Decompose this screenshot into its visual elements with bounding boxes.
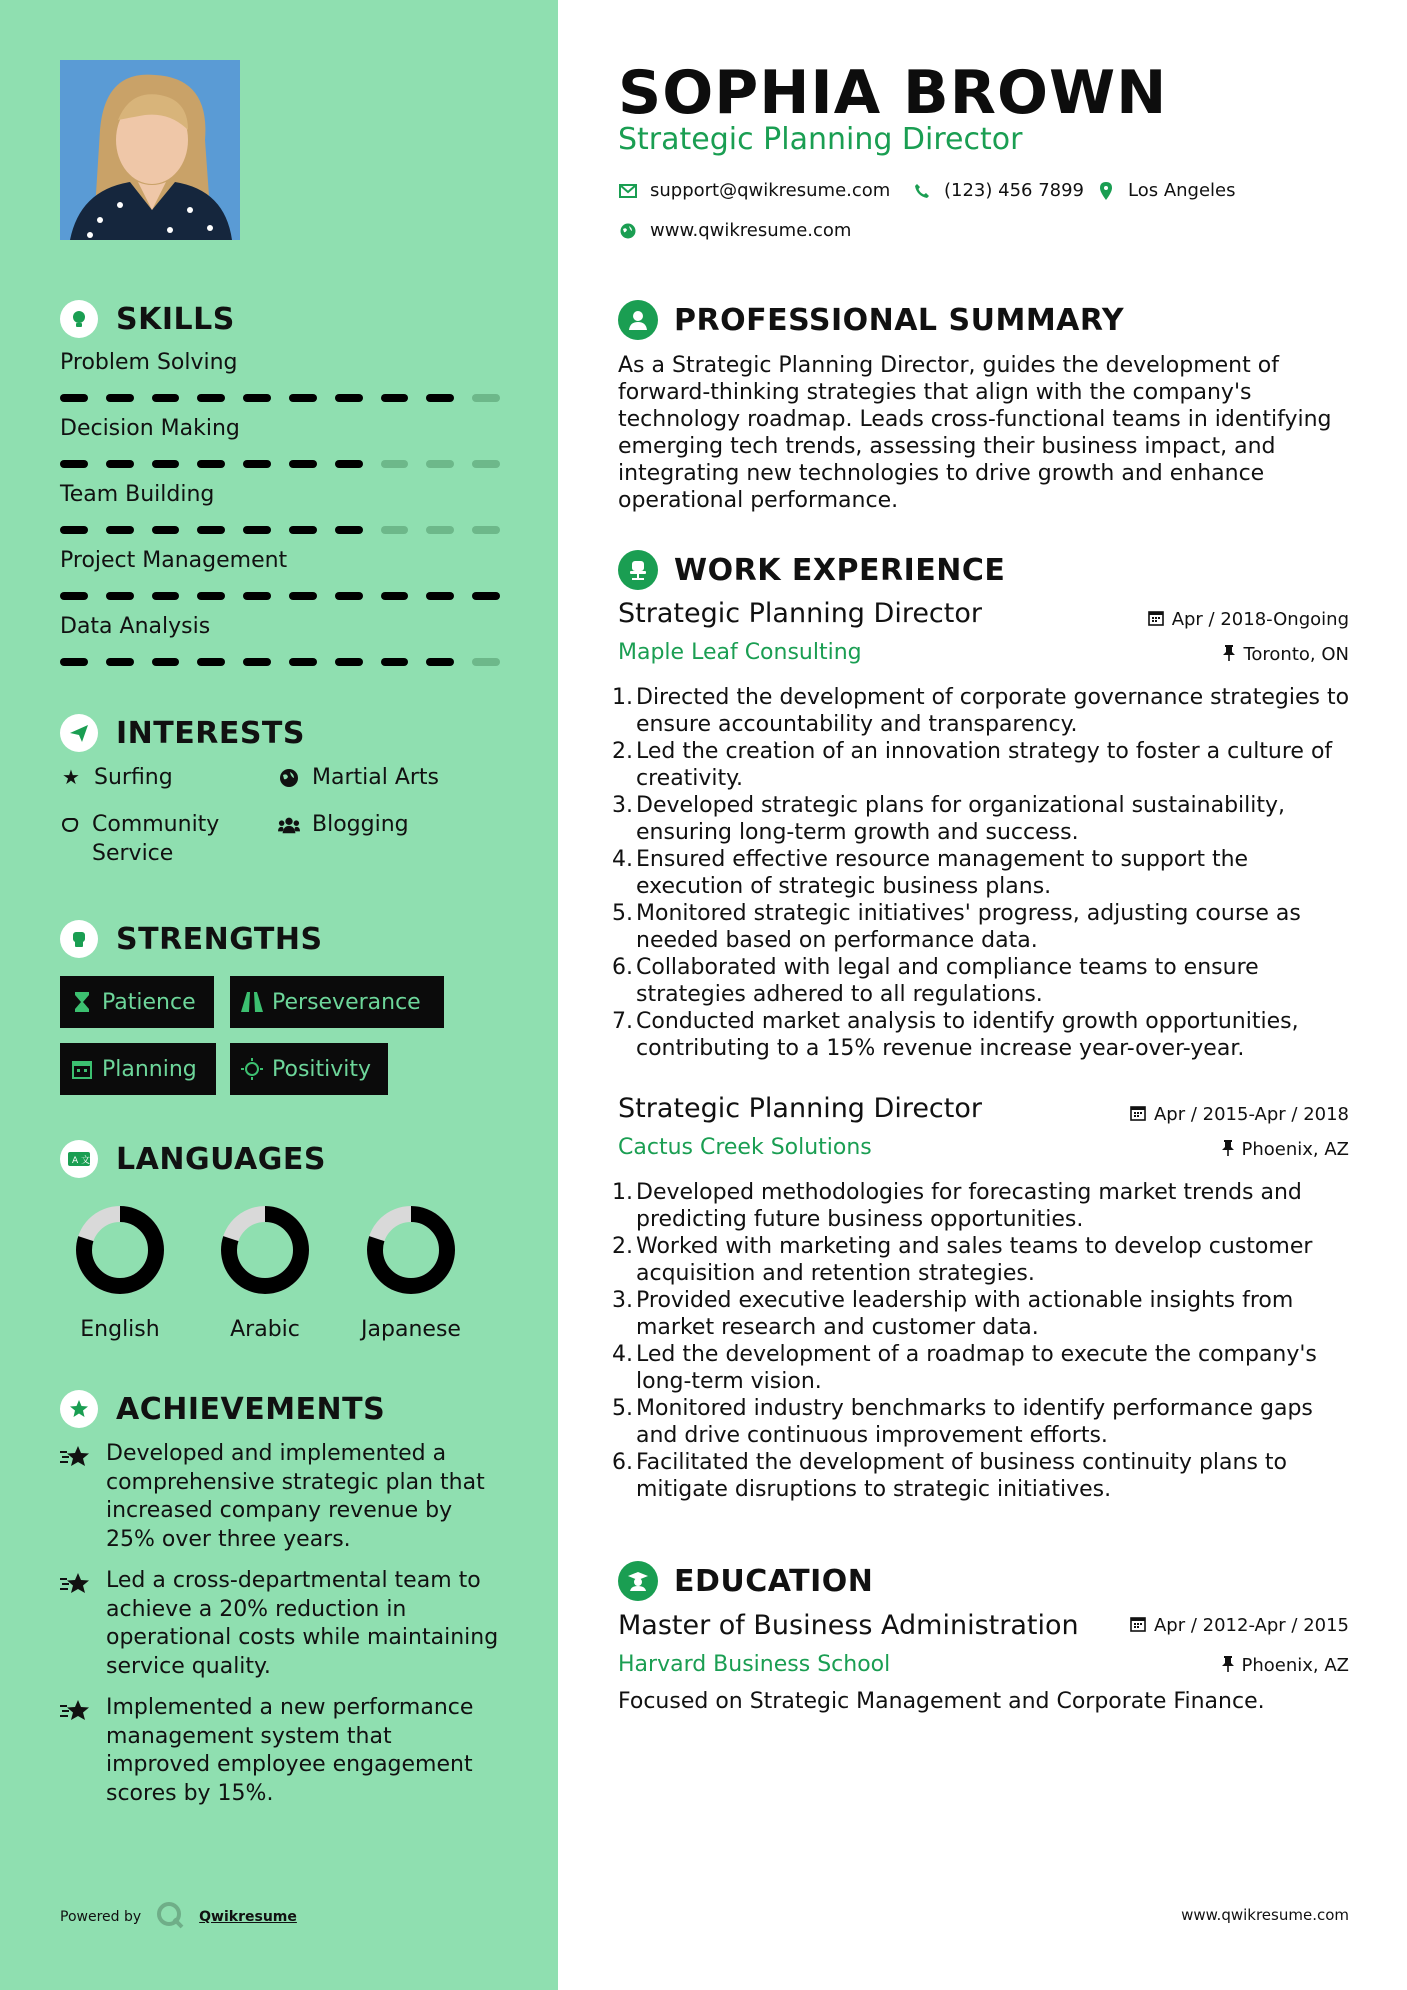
qwikresume-logo-icon: [155, 1900, 185, 1934]
skill-level-dash: [472, 592, 500, 600]
skill-level-dash: [426, 526, 454, 534]
skill-level-dash: [106, 460, 134, 468]
job-dates-text: Apr / 2015-Apr / 2018: [1153, 1104, 1349, 1125]
skill-level-dash: [472, 460, 500, 468]
job-location-text: Toronto, ON: [1243, 644, 1349, 665]
language-level-ring: [220, 1205, 310, 1295]
pushpin-icon: [1223, 645, 1235, 665]
skill-level-dash: [106, 394, 134, 402]
skill-level-dash: [60, 460, 88, 468]
achievement-text: Led a cross-departmental team to achieve a 20% reduction in operational costs while maintaining service quality.: [106, 1568, 499, 1679]
job-company: Cactus Creek Solutions: [618, 1135, 872, 1160]
calendar-icon: [70, 1057, 94, 1081]
globe-icon: [618, 221, 638, 241]
skill-level-bar: [60, 526, 500, 534]
skills-title: SKILLS: [116, 301, 235, 337]
job-duty: Monitored industry benchmarks to identify performance gaps and drive continuous improvement efforts.: [636, 1396, 1313, 1448]
skill-item: [60, 350, 500, 402]
job-dates-text: Apr / 2018-Ongoing: [1171, 609, 1349, 630]
interest-label: Surfing: [94, 765, 173, 790]
skill-level-dash: [106, 592, 134, 600]
language-level-ring: [75, 1205, 165, 1295]
job-dates: [1148, 609, 1349, 630]
skill-level-dash: [472, 526, 500, 534]
interest-label: Community Service: [92, 812, 220, 866]
job-location: [1223, 644, 1349, 665]
skill-level-dash: [152, 526, 180, 534]
job-duty: Collaborated with legal and compliance teams to ensure strategies adhered to all regulations.: [636, 955, 1259, 1007]
achievement-item: [60, 1567, 500, 1681]
phone-icon: [912, 181, 932, 201]
contact-phone[interactable]: [912, 180, 1084, 201]
paper-plane-icon: [60, 714, 98, 752]
interest-item: [60, 763, 173, 792]
graduate-icon: [618, 1561, 658, 1601]
skill-level-dash: [243, 658, 271, 666]
contact-email[interactable]: [618, 180, 890, 201]
skill-level-bar: [60, 460, 500, 468]
education-dates-text: Apr / 2012-Apr / 2015: [1153, 1615, 1349, 1636]
calendar-icon: [1130, 1616, 1146, 1636]
globe-icon: [278, 763, 300, 792]
brand-link[interactable]: Qwikresume: [199, 1909, 297, 1925]
language-icon: [60, 1140, 98, 1178]
skill-item: [60, 416, 500, 468]
skill-level-dash: [243, 394, 271, 402]
interest-label: Martial Arts: [312, 765, 440, 790]
users-icon: [278, 810, 300, 839]
candidate-name: SOPHIA BROWN: [618, 58, 1168, 128]
strength-label: Planning: [102, 1056, 197, 1082]
language-name: Japanese: [361, 1317, 461, 1342]
skill-level-dash: [472, 394, 500, 402]
skill-level-dash: [243, 526, 271, 534]
interest-item: [278, 810, 409, 839]
star-bullet-icon: [60, 1694, 92, 1808]
strength-badge: [60, 976, 214, 1028]
interests-title: INTERESTS: [116, 715, 305, 751]
road-icon: [240, 990, 264, 1014]
sidebar: [0, 0, 558, 1990]
skill-level-dash: [243, 460, 271, 468]
education-location: [1222, 1655, 1350, 1676]
skill-level-dash: [289, 658, 317, 666]
interests-heading: [60, 714, 305, 752]
achievements-heading: [60, 1390, 385, 1428]
lightbulb-icon: [60, 300, 98, 338]
skill-level-dash: [152, 658, 180, 666]
job-duty: Worked with marketing and sales teams to develop customer acquisition and retention strategies.: [636, 1234, 1313, 1286]
achievement-item: [60, 1694, 500, 1808]
education-heading: [618, 1561, 873, 1601]
star-bullet-icon: [60, 1567, 92, 1681]
language-level-ring: [366, 1205, 456, 1295]
footer-website[interactable]: www.qwikresume.com: [1181, 1906, 1349, 1924]
job-duty: Ensured effective resource management to support the execution of strategic business plans.: [636, 847, 1249, 899]
svg-text:A 文: A 文: [72, 1156, 91, 1166]
skill-level-dash: [152, 394, 180, 402]
office-chair-icon: [618, 550, 658, 590]
skill-level-dash: [335, 460, 363, 468]
language-item: [55, 1205, 185, 1342]
map-pin-icon: [1096, 181, 1116, 201]
strength-label: Positivity: [272, 1056, 372, 1082]
email-text: support@qwikresume.com: [650, 180, 891, 201]
skill-level-dash: [426, 460, 454, 468]
job-duty: Conducted market analysis to identify growth opportunities, contributing to a 15% revenue increase year-over-year.: [636, 1009, 1299, 1061]
award-star-icon: [60, 1390, 98, 1428]
education-degree: Master of Business Administration: [618, 1610, 1079, 1641]
strength-badge: [230, 1043, 388, 1095]
strength-badge: [230, 976, 444, 1028]
hand-icon: [60, 810, 80, 839]
job-dates: [1130, 1104, 1349, 1125]
language-item: [200, 1205, 330, 1342]
job-company: Maple Leaf Consulting: [618, 640, 862, 665]
location-text: Los Angeles: [1128, 180, 1236, 201]
skill-level-dash: [197, 592, 225, 600]
skill-level-dash: [335, 526, 363, 534]
pushpin-icon: [1222, 1140, 1234, 1160]
skill-level-bar: [60, 394, 500, 402]
job-duties-list: [612, 1179, 1352, 1503]
skill-level-dash: [197, 526, 225, 534]
languages-heading: [60, 1140, 326, 1178]
skill-level-dash: [381, 526, 409, 534]
candidate-title: Strategic Planning Director: [618, 122, 1023, 157]
skill-level-dash: [381, 658, 409, 666]
contact-location: [1096, 180, 1236, 201]
achievements-title: ACHIEVEMENTS: [116, 1391, 386, 1427]
achievement-text: Developed and implemented a comprehensive strategic plan that increased company revenue by 25% over three years.: [106, 1441, 485, 1552]
languages-title: LANGUAGES: [116, 1141, 326, 1177]
skill-name: Problem Solving: [60, 350, 238, 375]
skill-level-dash: [472, 658, 500, 666]
skill-level-dash: [197, 460, 225, 468]
star-bullet-icon: [60, 1440, 92, 1554]
skill-level-dash: [243, 592, 271, 600]
skill-level-dash: [426, 592, 454, 600]
skill-level-dash: [60, 526, 88, 534]
interest-item: [278, 763, 439, 792]
skill-level-dash: [106, 658, 134, 666]
summary-text: As a Strategic Planning Director, guides the development of forward-thinking strategies that align with the company's technology roadmap. Leads cross-functional teams in identifying emerging tech trends, assessing their business impact, and integrating new technologies to drive growth and enhance operational performance.: [618, 353, 1332, 513]
skill-level-dash: [381, 394, 409, 402]
skill-level-dash: [335, 658, 363, 666]
strength-badge: [60, 1043, 216, 1095]
job-duty: Monitored strategic initiatives' progress, adjusting course as needed based on performance data.: [636, 901, 1301, 953]
job-duties-list: [612, 684, 1352, 1062]
skill-level-dash: [60, 592, 88, 600]
job-duty: Led the creation of an innovation strategy to foster a culture of creativity.: [636, 739, 1333, 791]
phone-text: (123) 456 7899: [944, 180, 1085, 201]
skill-level-dash: [60, 658, 88, 666]
skills-heading: [60, 300, 235, 338]
job-duty: Provided executive leadership with actionable insights from market research and customer data.: [636, 1288, 1294, 1340]
interest-label: Blogging: [312, 812, 409, 837]
pushpin-icon: [1222, 1656, 1234, 1676]
education-dates: [1130, 1615, 1349, 1636]
contact-website[interactable]: [618, 220, 851, 241]
job-location: [1222, 1139, 1350, 1160]
achievement-item: [60, 1440, 500, 1554]
skill-level-dash: [426, 658, 454, 666]
language-name: English: [80, 1317, 160, 1342]
skill-level-bar: [60, 592, 500, 600]
summary-title: PROFESSIONAL SUMMARY: [674, 302, 1125, 338]
calendar-icon: [1130, 1105, 1146, 1125]
skill-item: [60, 548, 500, 600]
education-location-text: Phoenix, AZ: [1241, 1655, 1349, 1676]
skill-level-dash: [289, 526, 317, 534]
skill-level-dash: [197, 394, 225, 402]
skill-level-dash: [335, 592, 363, 600]
skill-level-dash: [152, 592, 180, 600]
achievement-text: Implemented a new performance management system that improved employee engagement scores by 15%.: [106, 1695, 474, 1806]
job-duty: Developed strategic plans for organizational sustainability, ensuring long-term growth and success.: [636, 793, 1286, 845]
job-role: Strategic Planning Director: [618, 1093, 982, 1124]
profile-photo: [60, 60, 240, 240]
skill-level-dash: [335, 394, 363, 402]
strengths-heading: [60, 920, 323, 958]
fist-icon: [60, 920, 98, 958]
education-description: Focused on Strategic Management and Corporate Finance.: [618, 1689, 1265, 1714]
education-title: EDUCATION: [674, 1563, 874, 1599]
experience-heading: [618, 550, 1005, 590]
sun-icon: [240, 1057, 264, 1081]
job-duty: Developed methodologies for forecasting market trends and predicting future business opportunities.: [636, 1180, 1302, 1232]
skill-name: Decision Making: [60, 416, 240, 441]
skill-level-dash: [106, 526, 134, 534]
strengths-title: STRENGTHS: [116, 921, 323, 957]
skill-level-dash: [381, 592, 409, 600]
user-icon: [618, 300, 658, 340]
experience-title: WORK EXPERIENCE: [674, 552, 1006, 588]
skill-item: [60, 482, 500, 534]
skill-level-dash: [152, 460, 180, 468]
envelope-icon: [618, 181, 638, 201]
skill-name: Project Management: [60, 548, 288, 573]
job-duty: Led the development of a roadmap to execute the company's long-term vision.: [636, 1342, 1317, 1394]
language-name: Arabic: [230, 1317, 300, 1342]
summary-heading: [618, 300, 1124, 340]
strength-label: Patience: [102, 989, 196, 1015]
skill-level-dash: [197, 658, 225, 666]
skill-name: Team Building: [60, 482, 215, 507]
skill-level-dash: [289, 394, 317, 402]
website-text: www.qwikresume.com: [650, 220, 852, 241]
job-duty: Facilitated the development of business continuity plans to mitigate disruptions to strategic initiatives.: [636, 1450, 1287, 1502]
job-location-text: Phoenix, AZ: [1241, 1139, 1349, 1160]
job-duty: Directed the development of corporate governance strategies to ensure accountability and transparency.: [636, 685, 1350, 737]
skill-level-dash: [289, 460, 317, 468]
language-item: [346, 1205, 476, 1342]
star-icon: ★: [62, 765, 80, 789]
powered-by-label: Powered by: [60, 1909, 142, 1925]
skill-level-dash: [426, 394, 454, 402]
interest-item: [60, 810, 260, 868]
skill-level-bar: [60, 658, 500, 666]
skill-level-dash: [381, 460, 409, 468]
strength-label: Perseverance: [272, 989, 421, 1015]
calendar-icon: [1148, 610, 1164, 630]
job-role: Strategic Planning Director: [618, 598, 982, 629]
skill-item: [60, 614, 500, 666]
skill-level-dash: [289, 592, 317, 600]
skill-level-dash: [60, 394, 88, 402]
powered-by: [60, 1900, 297, 1934]
hourglass-icon: [70, 990, 94, 1014]
education-school: Harvard Business School: [618, 1652, 891, 1677]
skill-name: Data Analysis: [60, 614, 211, 639]
